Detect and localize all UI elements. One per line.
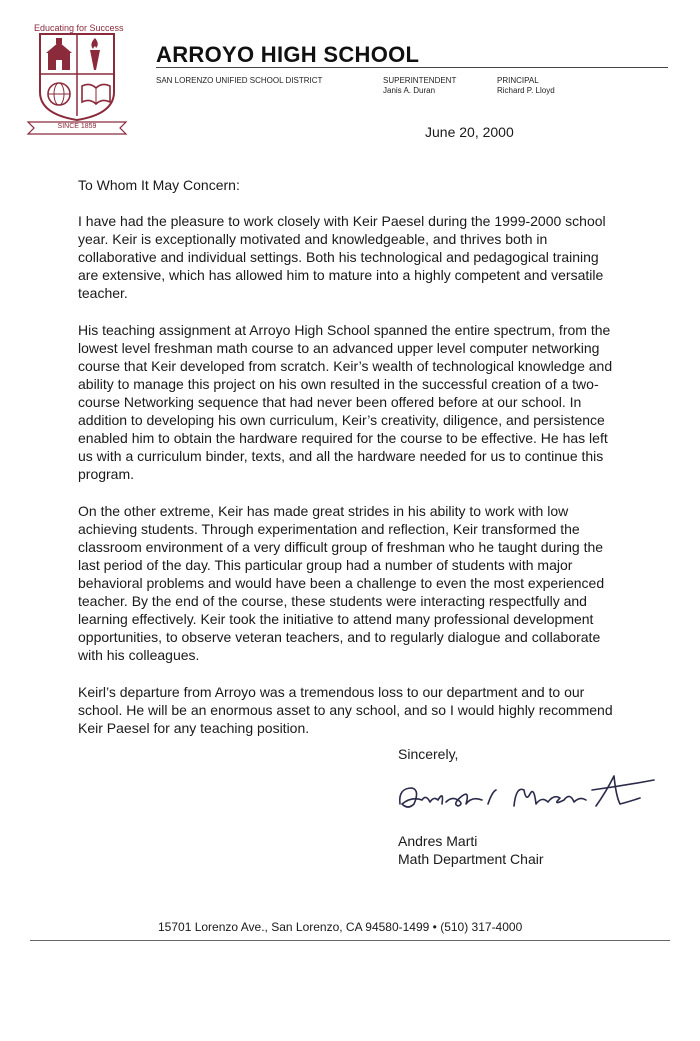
district-name: SAN LORENZO UNIFIED SCHOOL DISTRICT [156, 76, 323, 85]
crest-since-year: SINCE 1859 [57, 123, 97, 130]
header-divider [156, 67, 668, 68]
closing: Sincerely, [398, 746, 459, 762]
paragraph-3: On the other extreme, Keir has made great strides in his ability to work with low achieving students. Through experimentation and reflection, Keir transformed the classroom environment of a very difficult group of freshman who he taught during the last period of the day. This particular group had a number of students with major behavioral problems and would have been a challenge to even the most experienced teacher. By the end of the course, these students were interacting respectfully and learning effectively. Keir took the initiative to attend many professional development opportunities, to observe veteran teachers, and to regularly dialogue and collaborate with his colleagues. [78, 503, 605, 663]
principal-label: PRINCIPAL [497, 76, 539, 85]
superintendent-label: SUPERINTENDENT [383, 76, 457, 85]
crest-motto: Educating for Success [34, 23, 124, 33]
superintendent-name: Janis A. Duran [383, 86, 436, 95]
crest-emblem-icon [22, 22, 132, 136]
handwritten-signature [392, 766, 662, 824]
letter-body [78, 176, 618, 756]
footer-divider [30, 940, 670, 941]
letter-date: June 20, 2000 [425, 124, 514, 140]
signature-icon [392, 766, 662, 824]
principal-name: Richard P. Lloyd [497, 86, 555, 95]
school-name: ARROYO HIGH SCHOOL [156, 42, 420, 67]
signer-title: Math Department Chair [398, 851, 544, 867]
paragraph-2: His teaching assignment at Arroyo High School spanned the entire spectrum, from the lowest level freshman math course to an advanced upper level computer networking course that Keir developed from scratch. Keir’s wealth of technological knowledge and ability to manage this project on his own resulted in the successful creation of a two-course Networking sequence that had never been offered before at our school. In addition to developing his own curriculum, Keir’s creativity, diligence, and persistence enabled him to obtain the hardware required for the course to be effective. He has left us with a curriculum binder, texts, and all the hardware needed for us to continue this program. [78, 322, 613, 482]
paragraph-4: Keirl’s departure from Arroyo was a tremendous loss to our department and to our school. He will be an enormous asset to any school, and so I would highly recommend Keir Paesel for any teaching position. [78, 684, 613, 736]
salutation: To Whom It May Concern: [78, 177, 240, 193]
signer-name: Andres Marti [398, 833, 478, 849]
school-crest-logo [22, 22, 132, 136]
paragraph-1: I have had the pleasure to work closely with Keir Paesel during the 1999-2000 school year. Keir is exceptionally motivated and knowledgeable, and thrives both in collaborative and individual settings. Both his technological and pedagogical training are extensive, which has allowed him to mature into a highly competent and versatile teacher. [78, 213, 606, 301]
footer-address: 15701 Lorenzo Ave., San Lorenzo, CA 94580-1499 • (510) 317-4000 [158, 920, 523, 934]
